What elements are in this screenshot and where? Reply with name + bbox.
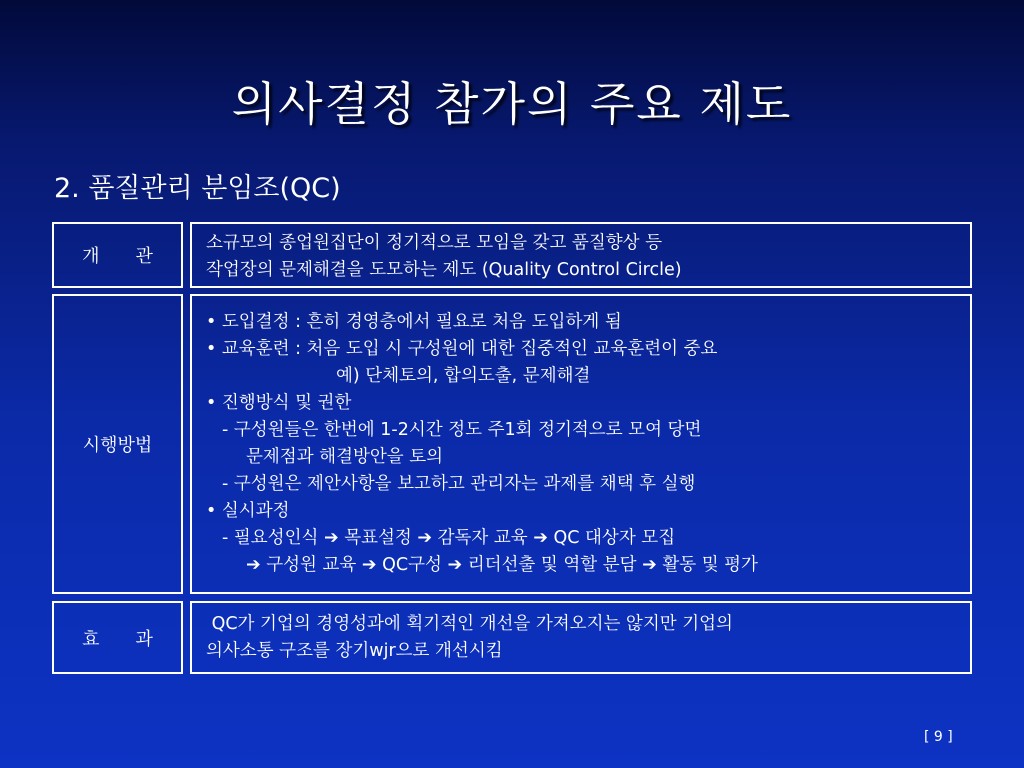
method-label: 시행방법 xyxy=(82,435,153,456)
method-label-box xyxy=(52,294,183,594)
overview-label-box xyxy=(52,222,183,288)
method-content-box xyxy=(190,294,972,594)
method-line: 예) 단체토의, 합의도출, 문제해결 xyxy=(336,366,591,386)
method-line: ➔ 구성원 교육 ➔ QC구성 ➔ 리더선출 및 역할 분담 ➔ 활동 및 평가 xyxy=(246,555,758,575)
effect-line: 의사소통 구조를 장기wjr으로 개선시킴 xyxy=(206,641,503,661)
method-line: • 교육훈련 : 처음 도입 시 구성원에 대한 집중적인 교육훈련이 중요 xyxy=(206,339,718,359)
slide-subtitle: 2. 품질관리 분임조(QC) xyxy=(54,173,341,204)
method-line: 문제점과 해결방안을 토의 xyxy=(246,447,444,467)
slide-title: 의사결정 참가의 주요 제도 xyxy=(231,77,793,131)
overview-content-box xyxy=(190,222,972,288)
method-line: - 구성원들은 한번에 1-2시간 정도 주1회 정기적으로 모여 당면 xyxy=(222,420,702,440)
overview-line: 작업장의 문제해결을 도모하는 제도 (Quality Control Circle) xyxy=(206,260,682,280)
page-number: [ 9 ] xyxy=(924,729,953,745)
method-line: • 도입결정 : 흔히 경영층에서 필요로 처음 도입하게 됨 xyxy=(206,312,622,332)
method-line: • 실시과정 xyxy=(206,501,290,521)
overview-label: 개 관 xyxy=(82,246,153,267)
effect-line: QC가 기업의 경영성과에 획기적인 개선을 가져오지는 않지만 기업의 xyxy=(206,614,733,634)
effect-label-box xyxy=(52,601,183,674)
method-line: • 진행방식 및 권한 xyxy=(206,393,352,413)
effect-content-box xyxy=(190,601,972,674)
method-line: - 구성원은 제안사항을 보고하고 관리자는 과제를 채택 후 실행 xyxy=(222,474,696,494)
effect-label: 효 과 xyxy=(82,628,153,650)
overview-line: 소규모의 종업원집단이 정기적으로 모임을 갖고 품질향상 등 xyxy=(206,233,662,253)
method-line: - 필요성인식 ➔ 목표설정 ➔ 감독자 교육 ➔ QC 대상자 모집 xyxy=(222,528,676,548)
